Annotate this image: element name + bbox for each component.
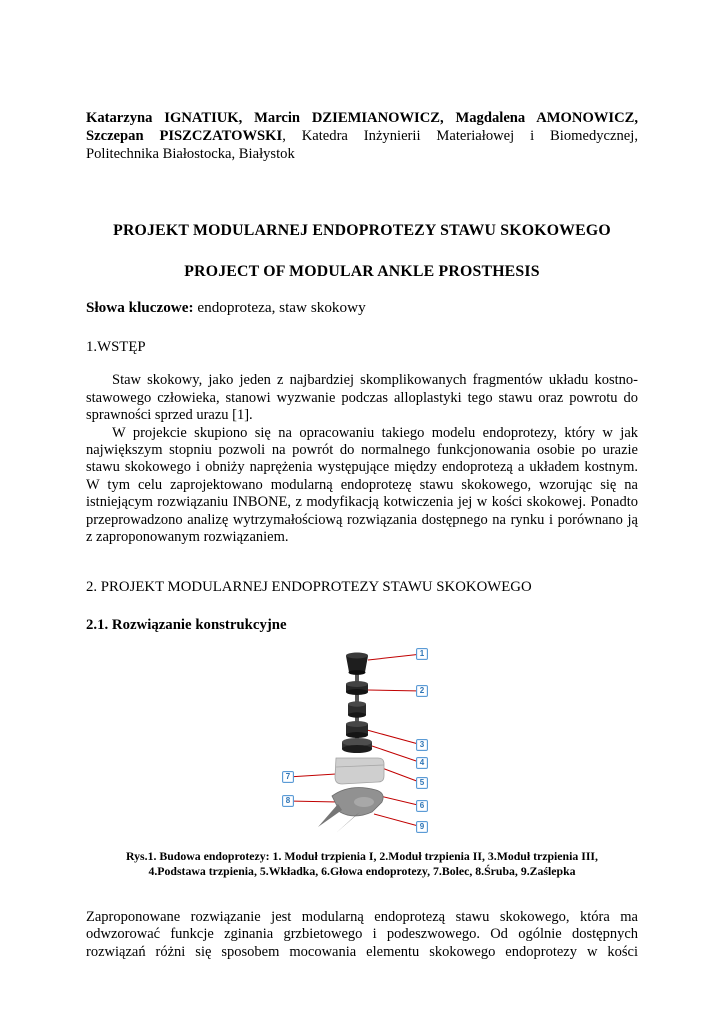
stem-module-3 — [348, 702, 366, 718]
paragraph-solution: Zaproponowane rozwiązanie jest modularną endoprotezą stawu skokowego, która ma odwzorować funkcje zginania grzbietowego i podeszwowego. Od ogólnie dostępnych rozwiązań różni się sposobem mocowania elementu skokowego endoprotezy w kości — [86, 909, 638, 960]
paragraph-intro-1: Staw skokowy, jako jeden z najbardziej skomplikowanych fragmentów układu kostno-stawowego człowieka, stanowi wyzwanie podczas alloplastyki tego stawu oraz powrotu do sprawności sprzed urazu [1]. — [86, 372, 638, 424]
keywords-label: Słowa kluczowe: — [86, 299, 194, 317]
section-2-1-heading: 2.1. Rozwiązanie konstrukcyjne — [86, 617, 287, 634]
figure-callout-7: 7 — [282, 771, 294, 783]
author-names: Katarzyna IGNATIUK, Marcin DZIEMIANOWICZ, Magdalena AMONOWICZ, Szczepan PISZCZATOWSKI — [86, 110, 638, 144]
talar-component — [318, 788, 383, 833]
figure-callout-6: 6 — [416, 800, 428, 812]
section-2-heading: 2. PROJEKT MODULARNEJ ENDOPROTEZY STAWU SKOKOWEGO — [86, 579, 532, 596]
figure-1-caption — [86, 849, 638, 879]
figure-1-prosthesis-exploded-view — [272, 646, 452, 841]
figure-callout-1: 1 — [416, 648, 428, 660]
figure-callout-5: 5 — [416, 777, 428, 789]
figure-callout-3: 3 — [416, 739, 428, 751]
keywords-line — [86, 298, 638, 317]
paper-title-english: PROJECT OF MODULAR ANKLE PROSTHESIS — [184, 263, 540, 281]
authors-affiliation: , Katedra Inżynierii Materiałowej i Biomedycznej, Politechnika Białostocka, Białystok — [86, 127, 638, 162]
keywords-text: endoproteza, staw skokowy — [197, 299, 366, 317]
figure-callout-4: 4 — [416, 757, 428, 769]
figure-callout-8: 8 — [282, 795, 294, 807]
caption-line-1: Rys.1. Budowa endoprotezy: 1. Moduł trzpienia I, 2.Moduł trzpienia II, 3.Moduł trzpienia III, — [126, 849, 598, 864]
caption-line-2: 4.Podstawa trzpienia, 5.Wkładka, 6.Głowa endoprotezy, 7.Bolec, 8.Śruba, 9.Zaślepka — [148, 864, 576, 879]
figure-callout-2: 2 — [416, 685, 428, 697]
stem-module-2 — [346, 681, 368, 695]
stem-segment-lower — [346, 721, 368, 738]
section-1-heading: 1.WSTĘP — [86, 339, 146, 356]
paragraph-intro-2: W projekcie skupiono się na opracowaniu takiego modelu endoprotezy, który w jak największym stopniu pozwoli na powrót do normalnego funkcjonowania osobie po urazie stawu skokowego i obniży naprężenia występujące między endoprotezą a układem kostnym. W tym celu zaprojektowano modularną endoprotezę stawu skokowego, wzorując się na istniejącym rozwiązaniu INBONE, z modyfikacją kotwiczenia jej w kości skokowej. Ponadto przeprowadzono analizę wytrzymałościową rozwiązania dostępnego na rynku i porównano ją z zaproponowanym rozwiązaniem. — [86, 424, 638, 546]
stem-module-1 — [346, 653, 368, 675]
paper-title-polish: PROJEKT MODULARNEJ ENDOPROTEZY STAWU SKOKOWEGO — [113, 222, 611, 240]
figure-callout-9: 9 — [416, 821, 428, 833]
authors-line — [86, 110, 638, 163]
stem-base — [342, 738, 372, 753]
prosthesis-head — [335, 758, 384, 784]
